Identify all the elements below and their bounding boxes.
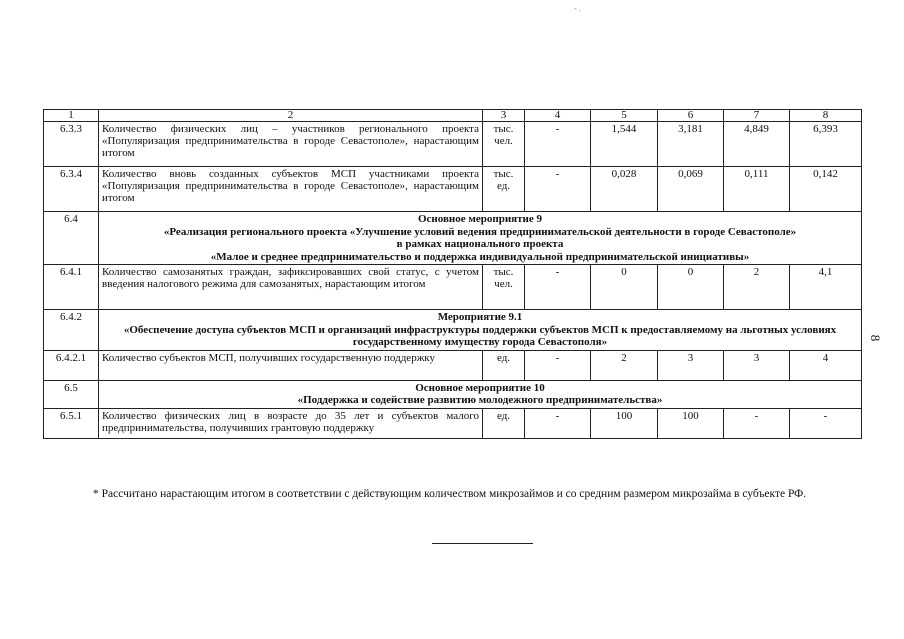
value-col7: 2: [724, 265, 790, 310]
table-row: [44, 408, 862, 438]
value-col6: 100: [658, 408, 724, 438]
value-col5: 100: [591, 408, 658, 438]
footnote: * Рассчитано нарастающим итогом в соответствии с действующим количеством микрозаймов и со средним размером микрозайма в субъекте РФ.: [93, 488, 807, 500]
value-col7: 3: [724, 350, 790, 380]
row-number: 6.3.3: [44, 122, 99, 167]
column-number: 1: [44, 110, 99, 122]
value-col7: 0,111: [724, 167, 790, 212]
indicator-description: Количество субъектов МСП, получивших государственную поддержку: [99, 350, 483, 380]
indicator-description: Количество физических лиц в возрасте до 35 лет и субъектов малого предпринимательства, получивших грантовую поддержку: [99, 408, 483, 438]
value-col5: 0,028: [591, 167, 658, 212]
section-subtitle: «Малое и среднее предпринимательство и поддержка индивидуальной предпринимательской инициативы»: [210, 250, 750, 263]
indicator-description: Количество самозанятых граждан, зафиксировавших свой статус, с учетом введения налогового режима для самозанятых, нарастающим итогом: [99, 265, 483, 310]
value-col4: -: [525, 265, 591, 310]
column-number: 4: [525, 110, 591, 122]
row-number: 6.4.2: [44, 310, 99, 351]
column-number: 7: [724, 110, 790, 122]
value-col6: 0: [658, 265, 724, 310]
value-col6: 3,181: [658, 122, 724, 167]
table-row: [44, 167, 862, 212]
column-number-row: [44, 110, 862, 122]
row-number: 6.4.1: [44, 265, 99, 310]
section-heading: [99, 380, 862, 408]
value-col7: -: [724, 408, 790, 438]
section-row: [44, 380, 862, 408]
value-col4: -: [525, 122, 591, 167]
table-row: [44, 350, 862, 380]
column-number: 8: [790, 110, 862, 122]
separator-line: [432, 543, 533, 544]
value-col4: -: [525, 350, 591, 380]
indicators-table: [43, 109, 862, 439]
section-row: [44, 212, 862, 265]
unit: ед.: [483, 408, 525, 438]
value-col8: -: [790, 408, 862, 438]
column-number: 3: [483, 110, 525, 122]
value-col5: 0: [591, 265, 658, 310]
section-row: [44, 310, 862, 351]
section-subtitle: «Поддержка и содействие развитию молодежного предпринимательства»: [297, 394, 663, 406]
unit: тыс. ед.: [483, 167, 525, 212]
scan-marks: - .: [574, 4, 581, 13]
value-col8: 6,393: [790, 122, 862, 167]
value-col5: 1,544: [591, 122, 658, 167]
unit: тыс. чел.: [483, 265, 525, 310]
column-number: 6: [658, 110, 724, 122]
value-col8: 0,142: [790, 167, 862, 212]
indicator-description: Количество вновь созданных субъектов МСП участниками проекта «Популяризация предпринимательства в городе Севастополе», нарастающим итогом: [99, 167, 483, 212]
section-title: Основное мероприятие 9: [417, 213, 543, 225]
row-number: 6.5: [44, 380, 99, 408]
value-col6: 3: [658, 350, 724, 380]
value-col7: 4,849: [724, 122, 790, 167]
section-title: Основное мероприятие 10: [415, 381, 545, 394]
row-number: 6.4: [44, 212, 99, 265]
section-title: Мероприятие 9.1: [437, 311, 523, 323]
table-row: [44, 265, 862, 310]
value-col4: -: [525, 167, 591, 212]
value-col4: -: [525, 408, 591, 438]
section-subtitle: «Обеспечение доступа субъектов МСП и организаций инфраструктуры поддержки субъектов МСП к предоставляемому на льготных условиях государственному имуществу города Севастополя»: [123, 323, 837, 348]
unit: тыс. чел.: [483, 122, 525, 167]
section-heading: [99, 310, 862, 351]
value-col5: 2: [591, 350, 658, 380]
value-col6: 0,069: [658, 167, 724, 212]
column-number: 5: [591, 110, 658, 122]
unit: ед.: [483, 350, 525, 380]
section-heading: [99, 212, 862, 265]
value-col8: 4: [790, 350, 862, 380]
table-row: [44, 122, 862, 167]
column-number: 2: [99, 110, 483, 122]
indicator-description: Количество физических лиц – участников регионального проекта «Популяризация предпринимательства в городе Севастополе», нарастающим итогом: [99, 122, 483, 167]
row-number: 6.4.2.1: [44, 350, 99, 380]
value-col8: 4,1: [790, 265, 862, 310]
page-number: 8: [868, 334, 883, 342]
row-number: 6.3.4: [44, 167, 99, 212]
section-subtitle: «Реализация регионального проекта «Улучшение условий ведения предпринимательской деятельности в городе Севастополе»: [163, 225, 797, 238]
row-number: 6.5.1: [44, 408, 99, 438]
section-subtitle: в рамках национального проекта: [396, 238, 564, 250]
